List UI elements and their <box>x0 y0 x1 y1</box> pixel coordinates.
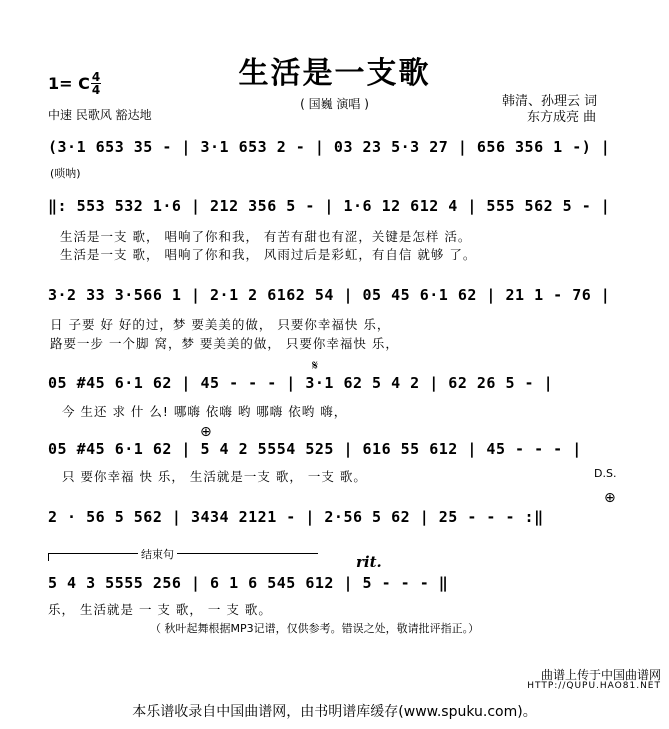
ritardando: rit. <box>356 553 382 571</box>
lyricist: 韩清、孙理云 词 <box>502 94 598 109</box>
ending-bracket <box>48 553 318 554</box>
notation-row-1: (3·1 653 35 - | 3·1 653 2 - | 03 23 5·3 27 | 656 356 1 -) | <box>48 138 611 156</box>
lyric-row-4: 今 生还 求 什 么! 哪嗨 依嗨 哟 哪嗨 依哟 嗨， <box>62 404 348 419</box>
notation-row-5: 05 #45 6·1 62 | 5 4 2 5554 525 | 616 55 612 | 45 - - - | <box>48 440 582 458</box>
notation-row-4: 05 #45 6·1 62 | 45 - - - | 3·1 62 5 4 2 | 62 26 5 - | <box>48 374 554 392</box>
key-signature: 1= C <box>48 74 90 93</box>
sheet-title: 生活是一支歌 <box>238 56 431 91</box>
lyric-row-2b: 生活是一支 歌， 唱响了你和我， 风雨过后是彩虹，有自信 就够 了。 <box>60 247 477 262</box>
transcription-note: （ 秋叶起舞根据MP3记谱，仅供参考。错误之处，敬请批评指正。） <box>150 622 480 635</box>
notation-extra: (唢呐) <box>50 167 81 180</box>
lyric-row-5: 只 要你幸福 快 乐， 生活就是一支 歌， 一支 歌。 <box>62 469 367 484</box>
time-top: 4 <box>91 70 101 84</box>
lyric-row-2a: 生活是一支 歌， 唱响了你和我， 有苦有甜也有涩，关键是怎样 活。 <box>60 229 472 244</box>
segno-icon: 𝄋 <box>312 358 319 374</box>
footer-url: HTTP://QUPU.HAO81.NET <box>527 681 661 691</box>
performer: ( 国巍 演唱 ) <box>300 97 369 111</box>
ending-bracket-start <box>48 553 49 561</box>
notation-row-7: 5 4 3 5555 256 | 6 1 6 545 612 | 5 - - - ‖ <box>48 574 449 592</box>
notation-row-3: 3·2 33 3·566 1 | 2·1 2 6162 54 | 05 45 6·1 62 | 21 1 - 76 | <box>48 286 611 304</box>
coda-icon-2: ⊕ <box>604 490 616 506</box>
composer: 东方成亮 曲 <box>527 110 597 125</box>
tempo-marking: 中速 民歌风 豁达地 <box>48 108 152 122</box>
footer-site: 曲谱上传于中国曲谱网 <box>540 668 661 682</box>
ending-label: 结束句 <box>138 546 177 562</box>
coda-icon-1: ⊕ <box>200 424 212 440</box>
lyric-row-7: 乐， 生活就是 一 支 歌， 一 支 歌。 <box>48 602 272 617</box>
notation-row-2: ‖: 553 532 1·6 | 212 356 5 - | 1·6 12 612 4 | 555 562 5 - | <box>48 197 611 215</box>
notation-row-6: 2 · 56 5 562 | 3434 2121 - | 2·56 5 62 | 25 - - - :‖ <box>48 508 544 526</box>
footer-credit: 本乐谱收录自中国曲谱网，由书明谱库缓存(www.spuku.com)。 <box>132 704 537 720</box>
lyric-row-3a: 日 子要 好 好的过，梦 要美美的做， 只要你幸福快 乐， <box>50 317 391 332</box>
time-signature <box>91 71 101 96</box>
lyric-row-3b: 路要一步 一个脚 窝，梦 要美美的做， 只要你幸福快 乐， <box>50 336 399 351</box>
time-bottom: 4 <box>91 83 101 97</box>
dal-segno: D.S. <box>594 467 617 480</box>
